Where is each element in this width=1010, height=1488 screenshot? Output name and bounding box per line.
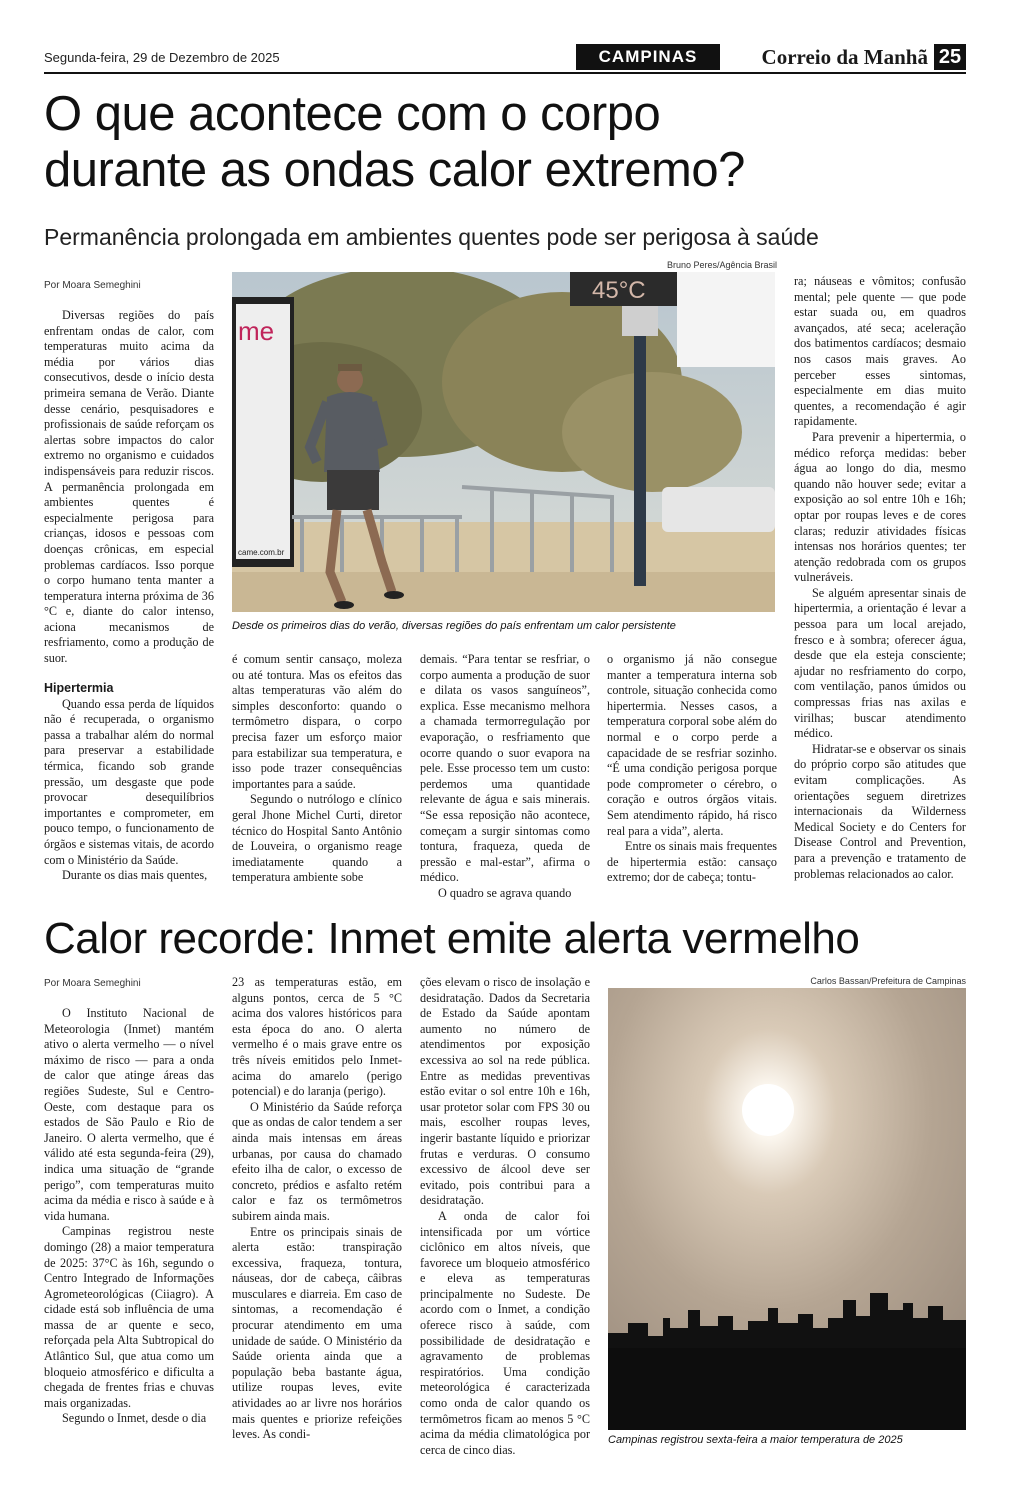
runner-photo-illustration [232,272,775,612]
paragraph: Diversas regiões do país enfrentam ondas de calor, com temperaturas muito acima da média por vários dias consecutivos, desde o início desta primeira semana de Verão. Diante desse cenário, pesquisadores e profissionais de saúde reforçam os alertas sobre impactos do calor extremo no organismo e cuidados indispensáveis para reduzir riscos. A permanência prolongada em ambientes quentes é especialmente perigosa para crianças, idosos e pessoas com doenças crônicas, em especial problemas cardíacos. Isso porque o corpo humano tenta manter a temperatura interna próxima de 36 °C e, diante do calor intenso, aciona mecanismos de resfriamento, como a produção de suor. [44,308,214,666]
headline-line-2: durante as ondas calor extremo? [44,143,745,197]
article2-column-1 [44,1006,214,1427]
paragraph: Entre os principais sinais de alerta estão: transpiração excessiva, fraqueza, tontura, náuseas, dor de cabeça, câibras musculares e diarreia. Em caso de sintomas, a recomendação é procurar atendimento em uma unidade de saúde. O Ministério da Saúde orienta ainda que a população beba bastante água, utilize roupas leves, evite atividades ao ar livre nos horários mais quentes e priorize refeições leves. As condi- [232,1224,402,1442]
headline-line-1: O que acontece com o corpo [44,87,661,141]
paragraph: o organismo já não consegue manter a temperatura interna sob controle, situação conhecida como hipertermia. Nesses casos, a temperatura corporal sobe além do normal e o corpo perde a capacidade de se resfriar sozinho. “É uma condição perigosa porque pode comprometer o cérebro, o coração e outros órgãos vitais. Sem atendimento rápido, há risco real para a vida”, alerta. [607,652,777,838]
sun-skyline-illustration [608,988,966,1430]
article1-photo-caption: Desde os primeiros dias do verão, diversas regiões do país enfrentam um calor persistente [232,620,676,632]
paragraph: Quando essa perda de líquidos não é recuperada, o organismo passa a trabalhar além do normal para preservar a estabilidade térmica, ficando sob grande pressão, um desgaste que pode provocar desequilíbrios importantes e comprometer, em pouco tempo, o funcionamento de órgãos e sistemas vitais, de acordo com o Ministério da Saúde. [44,696,214,867]
article2-photo-caption: Campinas registrou sexta-feira a maior temperatura de 2025 [608,1434,903,1446]
article1-subhead: Hipertermia [44,680,114,695]
section-label: CAMPINAS [576,44,720,70]
paragraph: Entre os sinais mais frequentes de hipertermia estão: cansaço extremo; dor de cabeça; tontu- [607,839,777,885]
article2-column-2 [232,975,402,1443]
paragraph: O Instituto Nacional de Meteorologia (Inmet) mantém ativo o alerta vermelho — o nível máximo de risco — para a onda de calor que atinge áreas das regiões Sudeste, Sul e Centro-Oeste, com destaque para os estados de São Paulo e Rio de Janeiro. O alerta vermelho, que é válido até esta segunda-feira (29), indica uma situação de “grande perigo”, com temperaturas muito acima da média e risco à saúde e à vida humana. [44,1006,214,1223]
paragraph: A onda de calor foi intensificada por um vórtice ciclônico em altos níveis, que favorece um bloqueio atmosférico e eleva as temperaturas principalmente no Sudeste. De acordo com o Inmet, a condição oferece risco à saúde, com possibilidade de desidratação e agravamento de problemas respiratórios. Uma condição meteorológica é caracterizada como onda de calor quando os termômetros ficam ao menos 5 °C acima da média climatológica por cerca de cinco dias. [420,1208,590,1457]
runner-photo [232,272,775,612]
article1-deck: Permanência prolongada em ambientes quentes pode ser perigosa à saúde [44,224,819,250]
paragraph: Para prevenir a hipertermia, o médico reforça medidas: beber água ao longo do dia, mesmo quando não houver sede; evitar a exposição ao sol entre 10h e 16h; optar por roupas leves e de cores claras; reduzir atividades físicas intensas nos horários quentes; ter atenção redobrada com os grupos vulneráveis. [794,429,966,585]
article1-column-1 [44,308,214,884]
article2-column-3 [420,975,590,1458]
paragraph: Segundo o Inmet, desde o dia [62,1411,207,1426]
article1-headline [44,86,974,198]
header-rule [44,72,966,74]
paragraph: Campinas registrou neste domingo (28) a maior temperatura de 2025: 37°C às 16h, segundo o Centro Integrado de Informações Agrometeorológicas (Ciiagro). A cidade está sob influência de uma massa de ar quente e seco, reforçada pela Alta Subtropical do Atlântico Sul, que atua como um bloqueio atmosférico e dificulta a chegada de frentes frias e chuvas mais organizadas. [44,1224,214,1410]
article2-photo-credit: Carlos Bassan/Prefeitura de Campinas [810,976,966,986]
paragraph: Segundo o nutrólogo e clínico geral Jhone Michel Curti, diretor técnico do Hospital Santo Antônio de Louveira, o organismo reage imediatamente quando a temperatura ambiente sobe [232,792,402,885]
billboard-url: came.com.br [238,548,285,557]
sun-skyline-photo [608,988,966,1430]
page-number: 25 [934,44,966,70]
article1-byline: Por Moara Semeghini [44,280,141,291]
paragraph: ções elevam o risco de insolação e desidratação. Dados da Secretaria de Estado da Saúde apontam aumento no número de atendimentos por exposição excessiva ao sol na rede pública. Entre as medidas preventivas estão evitar o sol entre 10h e 16h, usar protetor solar com FPS 30 ou mais, escolher roupas leves, ingerir bastante líquido e priorizar frutas e verduras. O consumo excessivo de álcool deve ser evitado, pois contribui para a desidratação. [420,975,590,1208]
paragraph: Se alguém apresentar sinais de hipertermia, a orientação é levar a pessoa para um local arejado, fresco e à sombra; oferecer água, desde que ela esteja consciente; ajudar no resfriamento do corpo, com ventilação, panos úmidos ou compressas frias nas axilas e virilhas; buscar atendimento médico. [794,585,966,741]
article1-column-3 [420,652,590,902]
article1-column-4 [607,652,777,886]
paragraph: 23 as temperaturas estão, em alguns pontos, cerca de 5 °C acima dos valores históricos para esta época do ano. O alerta vermelho é o mais grave entre os três níveis emitidos pelo Inmet- acima do amarelo (perigo potencial) e do laranja (perigo). [232,975,402,1099]
article2-byline: Por Moara Semeghini [44,978,141,989]
article1-column-2 [232,652,402,886]
article2-headline: Calor recorde: Inmet emite alerta vermelho [44,914,860,963]
paragraph: Hidratar-se e observar os sinais do próprio corpo são atitudes que evitam complicações. As orientações seguem diretrizes internacionais da Wilderness Medical Society e do Centers for Disease Control and Prevention, para a prevenção e tratamento de problemas relacionados ao calor. [794,741,966,881]
thermometer-reading: 45°C [592,277,646,304]
sun [742,1084,794,1136]
billboard-text: me [238,316,275,346]
paragraph: ra; náuseas e vômitos; confusão mental; pele quente — que pode estar suada ou, em quadros avançados, até seca; aceleração dos batimentos cardíacos; desmaio nos casos mais graves. Ao perceber esses sintomas, especialmente em dias muito quentes, a recomendação é agir rapidamente. [794,274,966,429]
paragraph: é comum sentir cansaço, moleza ou até tontura. Mas os efeitos das altas temperaturas vão além do simples desconforto: quando o termômetro dispara, o corpo precisa fazer um esforço maior para estabilizar sua temperatura, e isso pode trazer consequências importantes para a saúde. [232,652,402,791]
article1-photo-credit: Bruno Peres/Agência Brasil [666,260,777,270]
paragraph: O Ministério da Saúde reforça que as ondas de calor tendem a ser ainda mais intensas em áreas urbanas, por causa do chamado efeito ilha de calor, o excesso de concreto, prédios e asfalto retém calor e faz os termômetros subirem ainda mais. [232,1099,402,1223]
newspaper-logo: Correio da Manhã [761,45,928,69]
article1-column-5 [794,274,966,882]
edition-date: Segunda-feira, 29 de Dezembro de 2025 [44,50,280,65]
paragraph: Durante os dias mais quentes, [62,868,208,883]
paragraph: O quadro se agrava quando [438,885,572,900]
paragraph: demais. “Para tentar se resfriar, o corpo aumenta a produção de suor e dilata os vasos sanguíneos”, explica. Esse mecanismo melhora a chamada termorregulação por evaporação, o resfriamento que ocorre quando o suor evapora na pele. Esse processo tem um custo: perdemos uma quantidade relevante de água e sais minerais. “Se essa reposição não acontece, começam a surgir sintomas como tontura, fraqueza, queda de pressão e mal-estar”, afirma o médico. [420,652,590,885]
